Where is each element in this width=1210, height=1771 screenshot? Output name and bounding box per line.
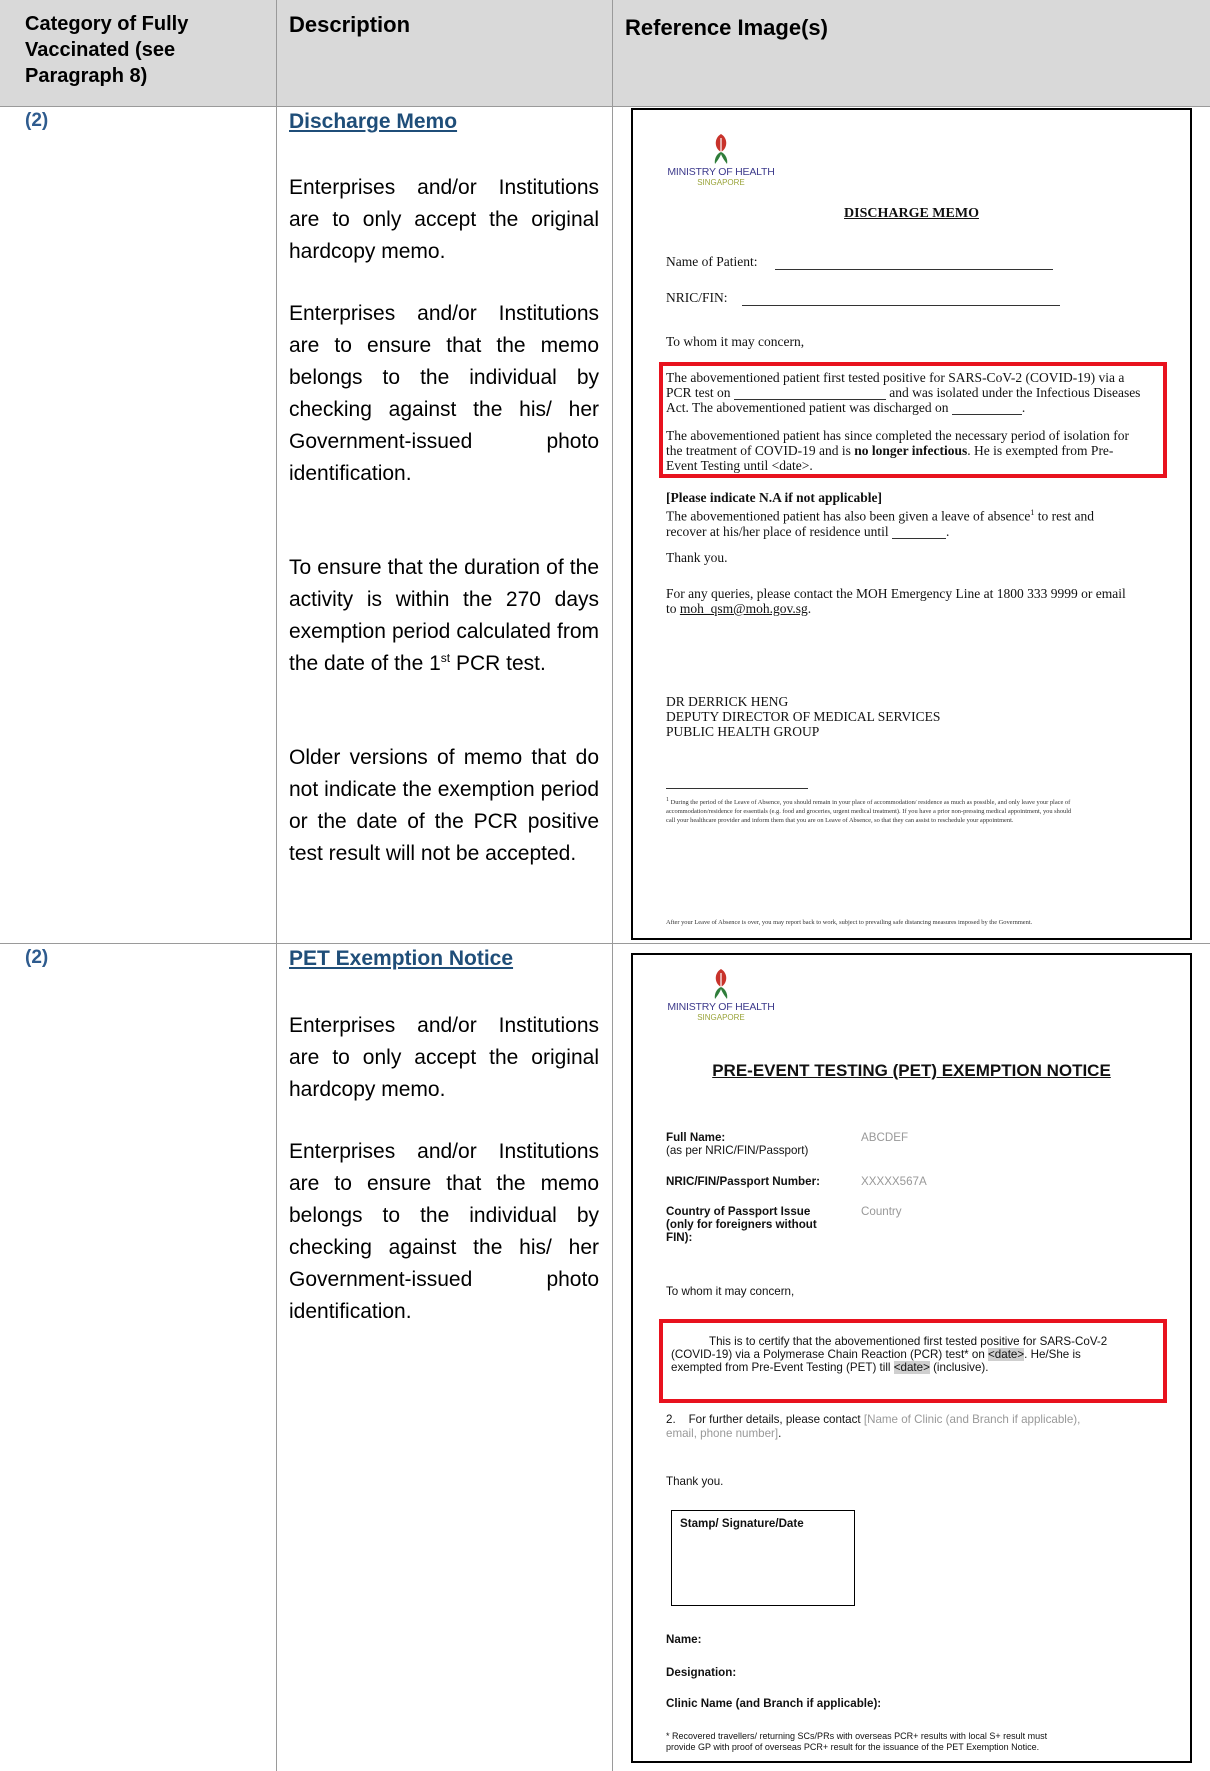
pet-stamp-label: Stamp/ Signature/Date [680,1517,804,1530]
pet-footnote: * Recovered travellers/ returning SCs/PRs with overseas PCR+ results with local S+ result must provide GP with proof of overseas PCR+ result for the issuance of the PET Exemption Notice. [666,1731,1048,1752]
memo-thanks: Thank you. [666,550,728,565]
memo-salutation: To whom it may concern, [666,334,805,349]
memo-name-label: Name of Patient: [666,254,1053,270]
row1-category: (2) [25,110,49,131]
pet-full-name-sub: (as per NRIC/FIN/Passport) [666,1144,809,1157]
column-divider [276,0,277,1771]
row1-paragraph-3: To ensure that the duration of the activity is within the 270 days exemption period calculated from the date of the 1st PCR test. [289,556,599,675]
pet-clinic-label: Clinic Name (and Branch if applicable): [666,1697,882,1710]
memo-queries: For any queries, please contact the MOH Emergency Line at 1800 333 9999 or email to moh_qsm@moh.gov.sg. [666,586,1126,616]
row1-title-link[interactable]: Discharge Memo [289,110,458,133]
memo-loa-paragraph: [Please indicate N.A if not applicable] The abovementioned patient has also been given a leave of absence$^1$ to rest and recover at his/her place of residence until . [666,490,1094,539]
pet-details: 2. For further details, please contact [Name of Clinic (and Branch if applicable), email, phone number]. [666,1413,1081,1440]
pet-full-name-value: ABCDEF [861,1131,909,1144]
memo-footer-note: After your Leave of Absence is over, you may report back to work, subject to prevailing safe distancing measures imposed by the Government. [666,919,1033,926]
row-divider [0,106,1210,107]
memo-footnote: $^1$ During the period of the Leave of Absence, you should remain in your place of accommodation/ residence as much as possible, and only leave your place of accommodation/residence for essentials (e.g. food and groceries, urgent medical treatment). If you have a prior non-pressing medical appointment, you should call your healthcare provider and inform them that you are on Leave of Absence, so that they can assist to reschedule your appointment. [666,797,1072,825]
moh-emblem-icon [710,132,732,166]
moh-emblem-icon [710,967,732,1001]
row1-paragraph-2: Enterprises and/or Institutions are to ensure that the memo belongs to the individual by checking against the his/ her Government-issued photo identification. [289,302,599,485]
pet-name-label: Name: [666,1633,702,1646]
moh-logo: MINISTRY OF HEALTH SINGAPORE [656,132,786,187]
pet-thanks: Thank you. [666,1475,724,1488]
pet-full-name-label: Full Name: [666,1131,726,1144]
row2-title-link[interactable]: PET Exemption Notice [289,947,514,970]
pet-stamp-box [671,1510,855,1606]
pet-title: PRE-EVENT TESTING (PET) EXEMPTION NOTICE [712,1061,1111,1080]
column-divider [612,0,613,1771]
memo-signatory: DR DERRICK HENG DEPUTY DIRECTOR OF MEDICAL SERVICES PUBLIC HEALTH GROUP [666,694,941,739]
memo-highlight-box [659,362,1167,478]
pet-country-label: Country of Passport Issue (only for foreigners without FIN): [666,1205,817,1244]
discharge-memo-image [631,108,1192,940]
pet-designation-label: Designation: [666,1666,737,1679]
pet-notice-image [631,953,1192,1763]
row1-paragraph-4: Older versions of memo that do not indicate the exemption period or the date of the PCR positive test result will not be accepted. [289,746,599,865]
row2-category: (2) [25,947,49,968]
pet-salutation: To whom it may concern, [666,1285,795,1298]
row2-paragraph-2: Enterprises and/or Institutions are to ensure that the memo belongs to the individual by checking against the his/ her Government-issued photo identification. [289,1140,599,1323]
pet-nric-label: NRIC/FIN/Passport Number: [666,1175,820,1188]
header-reference: Reference Image(s) [625,15,828,40]
memo-paragraph-1: The abovementioned patient first tested positive for SARS-CoV-2 (COVID-19) via a PCR test on and was isolated under the Infectious Diseases Act. The abovementioned patient was discharged on . [666,370,1141,415]
pet-nric-value: XXXXX567A [861,1175,927,1188]
memo-title: DISCHARGE MEMO [844,206,979,221]
memo-nric-label: NRIC/FIN: [666,290,1060,306]
row1-paragraph-1: Enterprises and/or Institutions are to only accept the original hardcopy memo. [289,176,599,263]
footnote-rule [666,788,808,789]
pet-country-value: Country [861,1205,902,1218]
moh-logo: MINISTRY OF HEALTH SINGAPORE [656,967,786,1022]
row2-paragraph-1: Enterprises and/or Institutions are to only accept the original hardcopy memo. [289,1014,599,1101]
header-category: Category of Fully Vaccinated (see Paragraph 8) [25,13,189,87]
memo-email-link: moh_qsm@moh.gov.sg [679,601,808,616]
row-divider [0,943,1210,944]
pet-certification: This is to certify that the abovementioned first tested positive for SARS-CoV-2 (COVID-19) via a Polymerase Chain Reaction (PCR) test* on <date>. He/She is exempted from Pre-Event Testing (PET) till <date> (inclusive). [671,1335,1108,1374]
header-description: Description [289,12,411,37]
memo-paragraph-2: The abovementioned patient has since completed the necessary period of isolation for the treatment of COVID-19 and is no longer infectious. He is exempted from Pre- Event Testing until <date>. [666,428,1129,473]
